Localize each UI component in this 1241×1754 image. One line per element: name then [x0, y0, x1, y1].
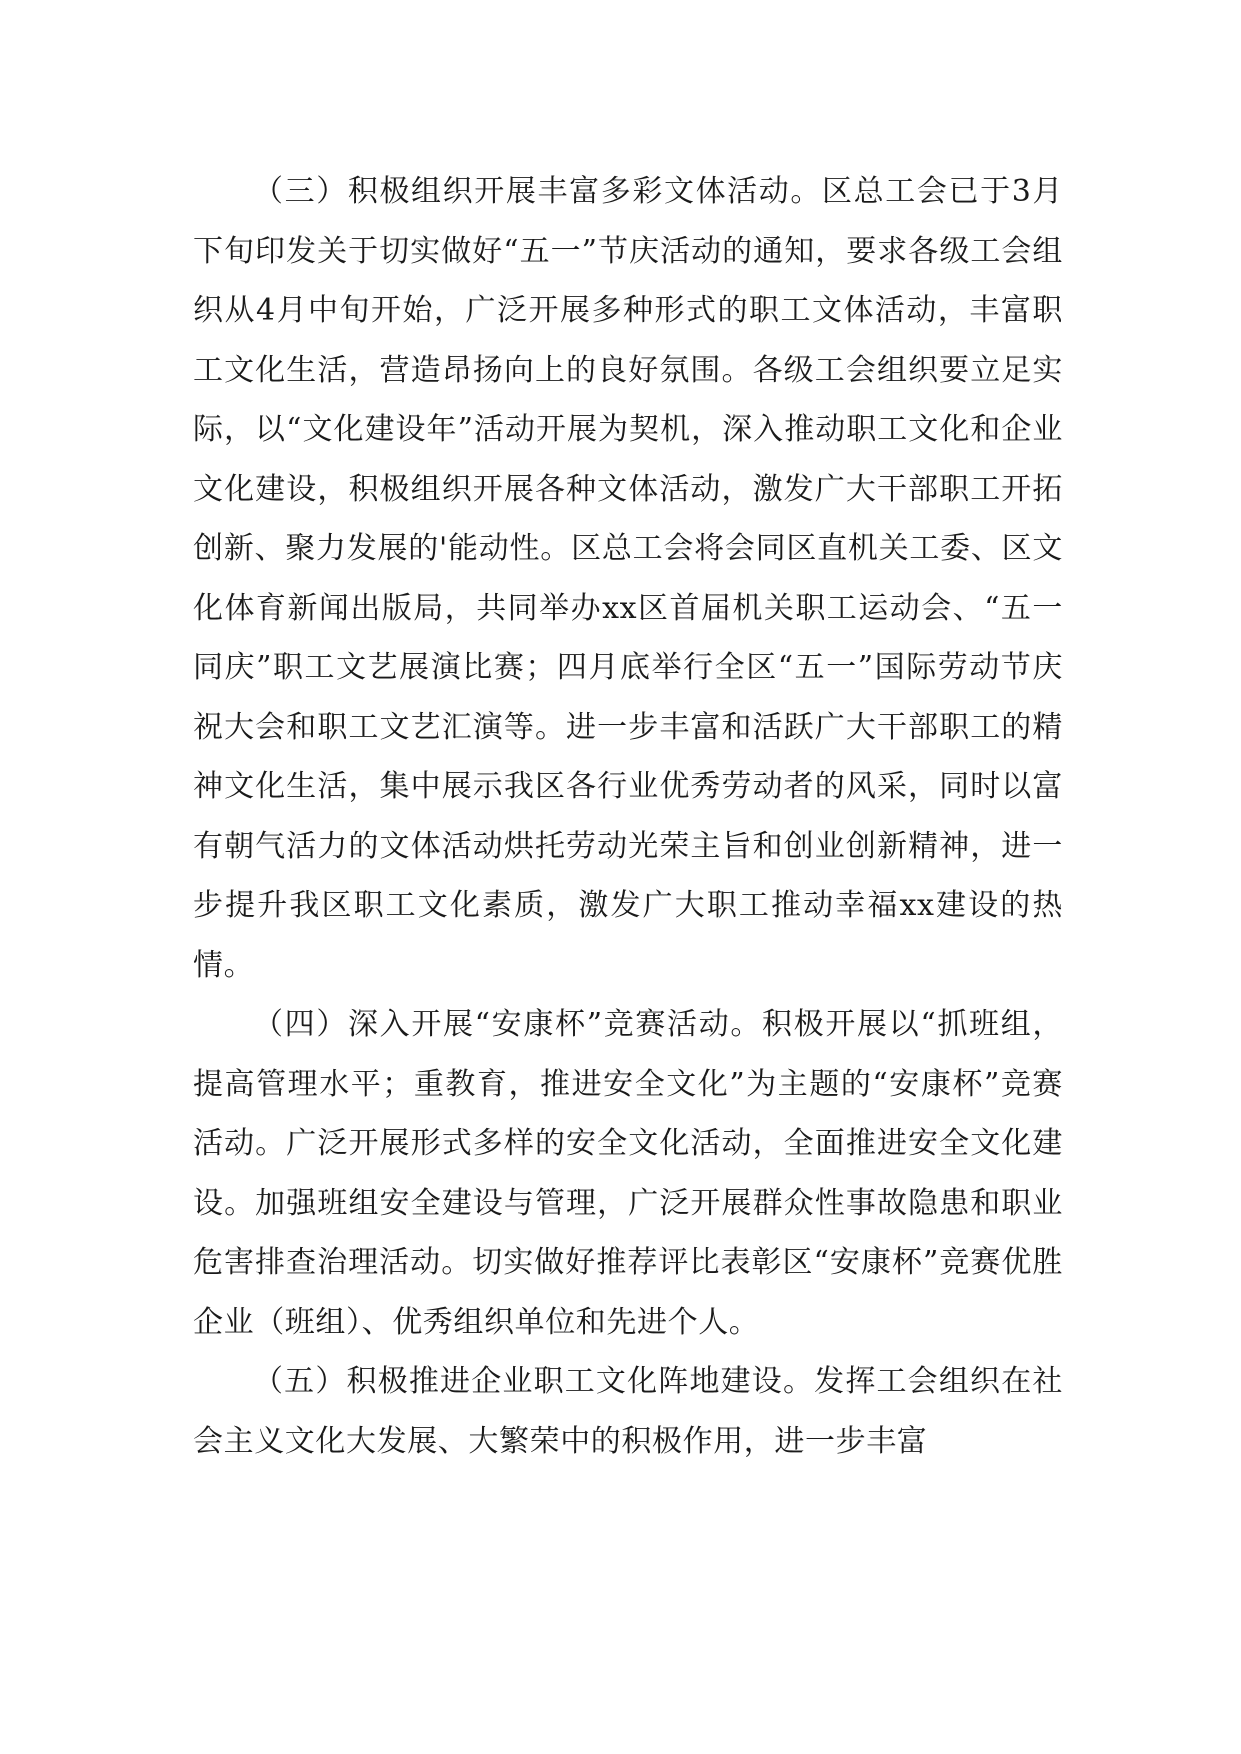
paragraph-ankang-cup: （四）深入开展“安康杯”竞赛活动。积极开展以“抓班组，提高管理水平；重教育，推进安全文化”为主题的“安康杯”竞赛活动。广泛开展形式多样的安全文化活动，全面推进安全文化建设。加强班组安全建设与管理，广泛开展群众性事故隐患和职业危害排查治理活动。切实做好推荐评比表彰区“安康杯”竞赛优胜企业（班组）、优秀组织单位和先进个人。 — [193, 1007, 1063, 1340]
paragraph-culture-building: （五）积极推进企业职工文化阵地建设。发挥工会组织在社会主义文化大发展、大繁荣中的积极作用，进一步丰富 — [193, 1364, 1063, 1459]
document-body — [193, 162, 1063, 1471]
paragraph-activities: （三）积极组织开展丰富多彩文体活动。区总工会已于3月下旬印发关于切实做好“五一”节庆活动的通知，要求各级工会组织从4月中旬开始，广泛开展多种形式的职工文体活动，丰富职工文化生活，营造昂扬向上的良好氛围。各级工会组织要立足实际，以“文化建设年”活动开展为契机，深入推动职工文化和企业文化建设，积极组织开展各种文体活动，激发广大干部职工开拓创新、聚力发展的'能动性。区总工会将会同区直机关工委、区文化体育新闻出版局，共同举办xx区首届机关职工运动会、“五一同庆”职工文艺展演比赛；四月底举行全区“五一”国际劳动节庆祝大会和职工文艺汇演等。进一步丰富和活跃广大干部职工的精神文化生活，集中展示我区各行业优秀劳动者的风采，同时以富有朝气活力的文体活动烘托劳动光荣主旨和创业创新精神，进一步提升我区职工文化素质，激发广大职工推动幸福xx建设的热情。 — [193, 174, 1063, 983]
